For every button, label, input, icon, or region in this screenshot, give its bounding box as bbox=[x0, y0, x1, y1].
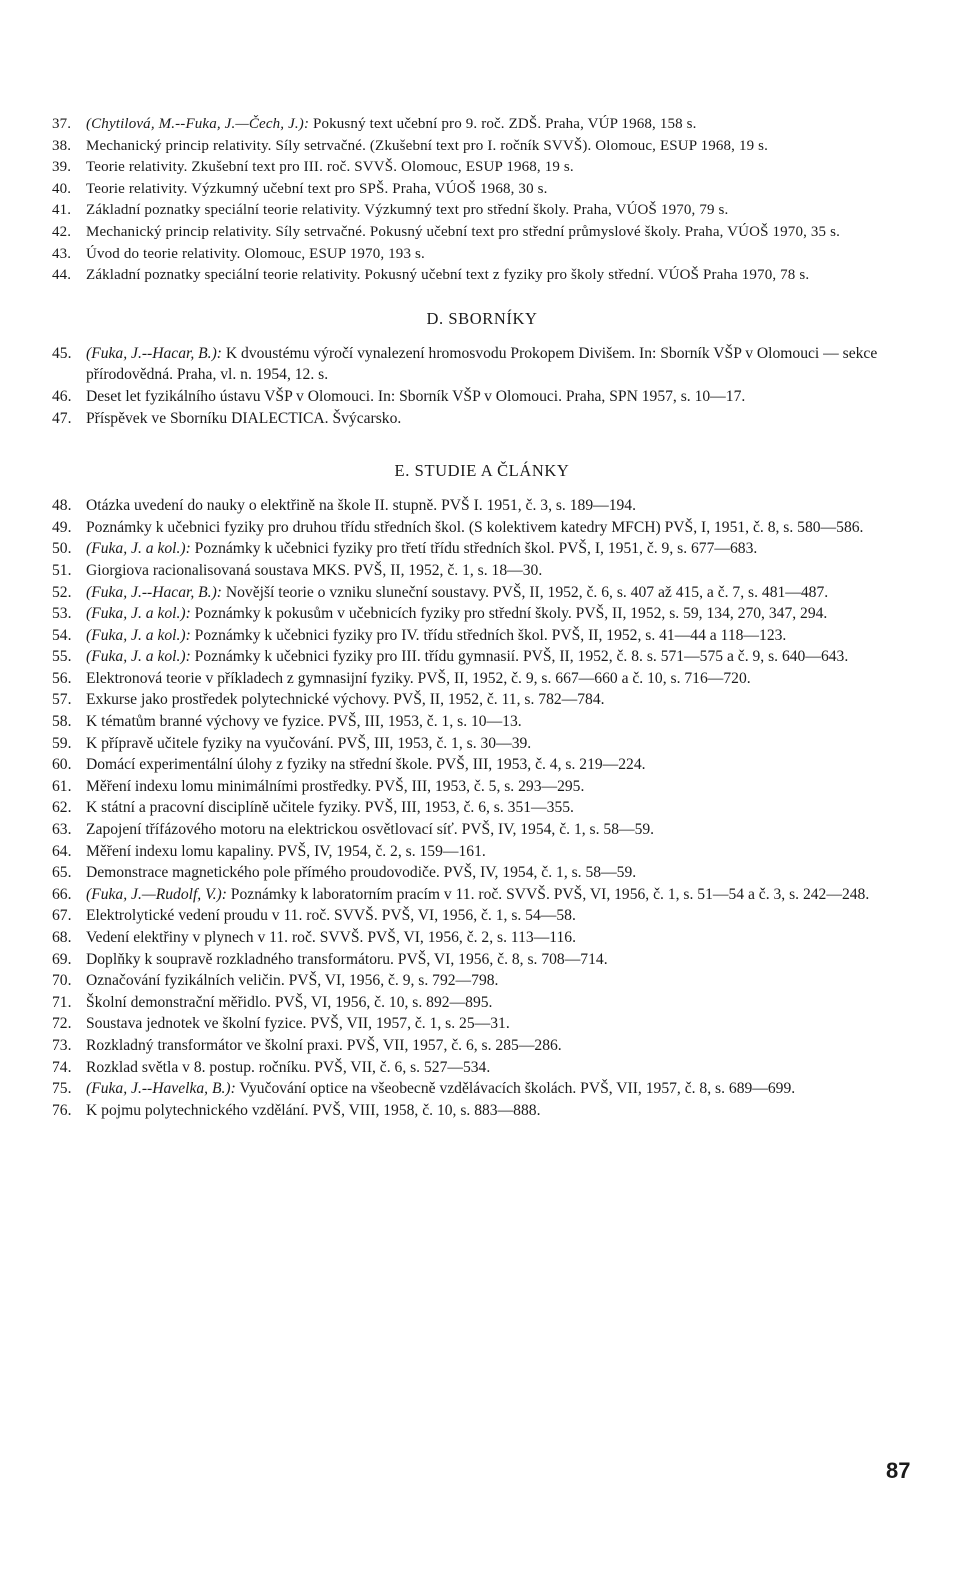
bibliography-entry bbox=[52, 517, 912, 539]
entry-number: 48. bbox=[52, 497, 72, 515]
entry-text: Úvod do teorie relativity. Olomouc, ESUP 1970, 193 s. bbox=[86, 245, 425, 262]
bibliography-entry bbox=[52, 538, 912, 560]
bibliography-entry bbox=[52, 179, 912, 201]
entry-number: 45. bbox=[52, 344, 72, 362]
bibliography-entry bbox=[52, 646, 912, 668]
entry-number: 51. bbox=[52, 561, 72, 579]
entry-number: 56. bbox=[52, 669, 72, 687]
entry-number: 59. bbox=[52, 734, 72, 752]
section-heading-d: D. SBORNÍKY bbox=[426, 308, 538, 328]
bibliography-entry bbox=[52, 265, 912, 287]
bibliography-entry bbox=[52, 408, 912, 430]
bibliography-entry bbox=[52, 992, 912, 1014]
bibliography-entry bbox=[52, 949, 912, 971]
entry-authors: (Fuka, J. a kol.): bbox=[86, 648, 191, 666]
entry-number: 50. bbox=[52, 540, 72, 558]
entry-text: Giorgiova racionalisovaná soustava MKS. PVŠ, II, 1952, č. 1, s. 18—30. bbox=[86, 561, 543, 579]
entry-number: 47. bbox=[52, 409, 72, 427]
bibliography-entry bbox=[52, 386, 912, 408]
bibliography-entry bbox=[52, 157, 912, 179]
entry-text: Poznámky k učebnici fyziky pro IV. třídu středních škol. PVŠ, II, 1952, s. 41—44 a 118—123. bbox=[190, 626, 787, 644]
entry-text: Elektronová teorie v příkladech z gymnasijní fyziky. PVŠ, II, 1952, č. 9, s. 667—660 a č. 10, s. 716—720. bbox=[86, 669, 751, 687]
entry-text: Exkurse jako prostředek polytechnické výchovy. PVŠ, II, 1952, č. 11, s. 782—784. bbox=[86, 691, 605, 709]
bibliography-page bbox=[52, 114, 912, 1121]
bibliography-entry bbox=[52, 114, 912, 136]
entry-text: Rozkladný transformátor ve školní praxi. PVŠ, VII, 1957, č. 6, s. 285—286. bbox=[86, 1036, 562, 1054]
entry-number: 72. bbox=[52, 1015, 72, 1033]
entry-text: K tématům branné výchovy ve fyzice. PVŠ, III, 1953, č. 1, s. 10—13. bbox=[86, 713, 522, 731]
section-studies-articles bbox=[52, 495, 912, 1121]
bibliography-entry bbox=[52, 1100, 912, 1122]
entry-number: 46. bbox=[52, 387, 72, 405]
entry-number: 64. bbox=[52, 842, 72, 860]
bibliography-entry bbox=[52, 797, 912, 819]
bibliography-entry bbox=[52, 603, 912, 625]
entry-authors: (Fuka, J. a kol.): bbox=[86, 626, 191, 644]
entry-number: 61. bbox=[52, 777, 72, 795]
entry-number: 41. bbox=[52, 202, 72, 219]
entry-text: Vyučování optice na všeobecně vzdělávacích školách. PVŠ, VII, 1957, č. 8, s. 689—699. bbox=[235, 1080, 796, 1098]
entry-number: 38. bbox=[52, 137, 72, 154]
entry-number: 75. bbox=[52, 1080, 72, 1098]
entry-number: 60. bbox=[52, 756, 72, 774]
entry-number: 57. bbox=[52, 691, 72, 709]
bibliography-entry bbox=[52, 776, 912, 798]
entry-authors: (Fuka, J.--Hacar, B.): bbox=[86, 344, 222, 362]
entry-number: 76. bbox=[52, 1101, 72, 1119]
entry-text: Poznámky k učebnici fyziky pro druhou třídu středních škol. (S kolektivem katedry MFCH) PVŠ, I, 1951, č. 8, s. 580—586. bbox=[86, 518, 864, 536]
entry-authors: (Fuka, J. a kol.): bbox=[86, 605, 191, 623]
entry-number: 70. bbox=[52, 972, 72, 990]
entry-number: 65. bbox=[52, 864, 72, 882]
entry-authors: (Chytilová, M.--Fuka, J.—Čech, J.): bbox=[86, 116, 310, 132]
entry-text: Poznámky k učebnici fyziky pro třetí třídu středních škol. PVŠ, I, 1951, č. 9, s. 677—683. bbox=[190, 540, 758, 558]
entry-authors: (Fuka, J.--Havelka, B.): bbox=[86, 1080, 236, 1098]
entry-number: 63. bbox=[52, 821, 72, 839]
bibliography-entry bbox=[52, 711, 912, 733]
entry-authors: (Fuka, J. a kol.): bbox=[86, 540, 191, 558]
entry-text: K státní a pracovní disciplíně učitele fyziky. PVŠ, III, 1953, č. 6, s. 351—355. bbox=[86, 799, 574, 817]
entry-authors: (Fuka, J.--Hacar, B.): bbox=[86, 583, 222, 601]
entry-number: 73. bbox=[52, 1036, 72, 1054]
entry-text: Vedení elektřiny v plynech v 11. roč. SVVŠ. PVŠ, VI, 1956, č. 2, s. 113—116. bbox=[86, 929, 577, 946]
entry-text: Soustava jednotek ve školní fyzice. PVŠ, VII, 1957, č. 1, s. 25—31. bbox=[86, 1015, 510, 1033]
bibliography-entry bbox=[52, 495, 912, 517]
entry-text: Zapojení třífázového motoru na elektrickou osvětlovací síť. PVŠ, IV, 1954, č. 1, s. 58—59. bbox=[86, 821, 655, 839]
page-number: 87 bbox=[886, 1458, 911, 1483]
bibliography-entry bbox=[52, 1013, 912, 1035]
entry-text: Teorie relativity. Výzkumný učební text pro SPŠ. Praha, VÚOŠ 1968, 30 s. bbox=[86, 180, 548, 197]
bibliography-entry bbox=[52, 136, 912, 158]
section-textbooks bbox=[52, 114, 912, 287]
entry-number: 68. bbox=[52, 929, 72, 946]
entry-text: Elektrolytické vedení proudu v 11. roč. SVVŠ. PVŠ, VI, 1956, č. 1, s. 54—58. bbox=[86, 907, 576, 925]
bibliography-entry bbox=[52, 244, 912, 266]
entry-text: Novější teorie o vzniku sluneční soustavy. PVŠ, II, 1952, č. 6, s. 407 až 415, a č. 7, s. 481—487. bbox=[221, 583, 829, 601]
entry-text: Pokusný text učební pro 9. roč. ZDŠ. Praha, VÚP 1968, 158 s. bbox=[309, 116, 697, 132]
entry-authors: (Fuka, J.—Rudolf, V.): bbox=[86, 885, 227, 903]
entry-number: 71. bbox=[52, 993, 72, 1011]
bibliography-entry bbox=[52, 754, 912, 776]
entry-number: 43. bbox=[52, 245, 72, 262]
bibliography-entry bbox=[52, 689, 912, 711]
entry-text: Demonstrace magnetického pole přímého proudovodiče. PVŠ, IV, 1954, č. 1, s. 58—59. bbox=[86, 864, 637, 882]
bibliography-entry bbox=[52, 1057, 912, 1079]
entry-number: 37. bbox=[52, 116, 72, 132]
entry-text: K pojmu polytechnického vzdělání. PVŠ, VIII, 1958, č. 10, s. 883—888. bbox=[86, 1101, 541, 1119]
section-proceedings bbox=[52, 343, 912, 429]
entry-text: Příspěvek ve Sborníku DIALECTICA. Švýcarsko. bbox=[86, 409, 402, 427]
entry-text: Mechanický princip relativity. Síly setrvačné. Pokusný učební text pro střední průmyslové školy. Praha, VÚOŠ 1970, 35 s. bbox=[86, 223, 840, 240]
bibliography-entry bbox=[52, 1035, 912, 1057]
bibliography-entry bbox=[52, 841, 912, 863]
bibliography-entry bbox=[52, 560, 912, 582]
entry-number: 39. bbox=[52, 159, 72, 176]
entry-text: Teorie relativity. Zkušební text pro III. roč. SVVŠ. Olomouc, ESUP 1968, 19 s. bbox=[86, 159, 574, 176]
entry-text: Označování fyzikálních veličin. PVŠ, VI, 1956, č. 9, s. 792—798. bbox=[86, 972, 499, 990]
entry-number: 42. bbox=[52, 223, 72, 240]
entry-number: 55. bbox=[52, 648, 72, 666]
entry-text: Základní poznatky speciální teorie relativity. Pokusný učební text z fyziky pro školy střední. VÚOŠ Praha 1970, 78 s. bbox=[86, 267, 810, 284]
entry-text: Poznámky k pokusům v učebnicích fyziky pro střední školy. PVŠ, II, 1952, s. 59, 134, 270, 347, 294. bbox=[190, 605, 828, 623]
entry-text: K přípravě učitele fyziky na vyučování. PVŠ, III, 1953, č. 1, s. 30—39. bbox=[86, 734, 532, 752]
bibliography-entry bbox=[52, 625, 912, 647]
entry-text: Základní poznatky speciální teorie relativity. Výzkumný text pro střední školy. Praha, VÚOŠ 1970, 79 s. bbox=[86, 202, 729, 219]
entry-text: Měření indexu lomu minimálními prostředky. PVŠ, III, 1953, č. 5, s. 293—295. bbox=[86, 777, 585, 795]
bibliography-entry bbox=[52, 862, 912, 884]
entry-number: 54. bbox=[52, 626, 72, 644]
entry-number: 66. bbox=[52, 885, 72, 903]
entry-text: Poznámky k laboratorním pracím v 11. roč. SVVŠ. PVŠ, VI, 1956, č. 1, s. 51—54 a č. 3, s. 242—248. bbox=[226, 885, 870, 903]
bibliography-entry bbox=[52, 927, 912, 949]
entry-text: Domácí experimentální úlohy z fyziky na střední škole. PVŠ, III, 1953, č. 4, s. 219—224. bbox=[86, 756, 646, 774]
entry-number: 74. bbox=[52, 1058, 72, 1076]
entry-text: Deset let fyzikálního ústavu VŠP v Olomouci. In: Sborník VŠP v Olomouci. Praha, SPN 1957, s. 10—17. bbox=[86, 387, 746, 405]
entry-text: Měření indexu lomu kapaliny. PVŠ, IV, 1954, č. 2, s. 159—161. bbox=[86, 842, 486, 860]
bibliography-entry bbox=[52, 819, 912, 841]
entry-text: Poznámky k učebnici fyziky pro III. třídu gymnasií. PVŠ, II, 1952, č. 8. s. 571—575 a č. 9, s. 640—643. bbox=[190, 648, 849, 666]
entry-number: 52. bbox=[52, 583, 72, 601]
bibliography-entry bbox=[52, 222, 912, 244]
entry-number: 53. bbox=[52, 605, 72, 623]
bibliography-entry bbox=[52, 343, 912, 386]
entry-number: 62. bbox=[52, 799, 72, 817]
section-heading-e: E. STUDIE A ČLÁNKY bbox=[394, 461, 570, 481]
entry-number: 40. bbox=[52, 180, 72, 197]
entry-text: Otázka uvedení do nauky o elektřině na škole II. stupně. PVŠ I. 1951, č. 3, s. 189—194. bbox=[86, 497, 637, 515]
entry-number: 58. bbox=[52, 713, 72, 731]
bibliography-entry bbox=[52, 582, 912, 604]
bibliography-entry bbox=[52, 668, 912, 690]
entry-text: Mechanický princip relativity. Síly setrvačné. (Zkušební text pro I. ročník SVVŠ). Olomouc, ESUP 1968, 19 s. bbox=[86, 137, 769, 154]
entry-text: Doplňky k soupravě rozkladného transformátoru. PVŠ, VI, 1956, č. 8, s. 708—714. bbox=[86, 950, 608, 968]
entry-text: Školní demonstrační měřidlo. PVŠ, VI, 1956, č. 10, s. 892—895. bbox=[86, 993, 493, 1011]
bibliography-entry bbox=[52, 905, 912, 927]
entry-number: 44. bbox=[52, 267, 72, 284]
entry-number: 49. bbox=[52, 518, 72, 536]
entry-number: 67. bbox=[52, 907, 72, 925]
bibliography-entry bbox=[52, 970, 912, 992]
bibliography-entry bbox=[52, 1078, 912, 1100]
bibliography-entry bbox=[52, 884, 912, 906]
entry-text: Rozklad světla v 8. postup. ročníku. PVŠ, VII, č. 6, s. 527—534. bbox=[86, 1058, 491, 1076]
bibliography-entry bbox=[52, 733, 912, 755]
entry-text: K dvoustému výročí vynalezení hromosvodu Prokopem Divišem. In: Sborník VŠP v Olomouci — sekce přírodovědná. Praha, vl. n. 1954, 12. s. bbox=[86, 344, 878, 384]
bibliography-entry bbox=[52, 200, 912, 222]
entry-number: 69. bbox=[52, 950, 72, 968]
